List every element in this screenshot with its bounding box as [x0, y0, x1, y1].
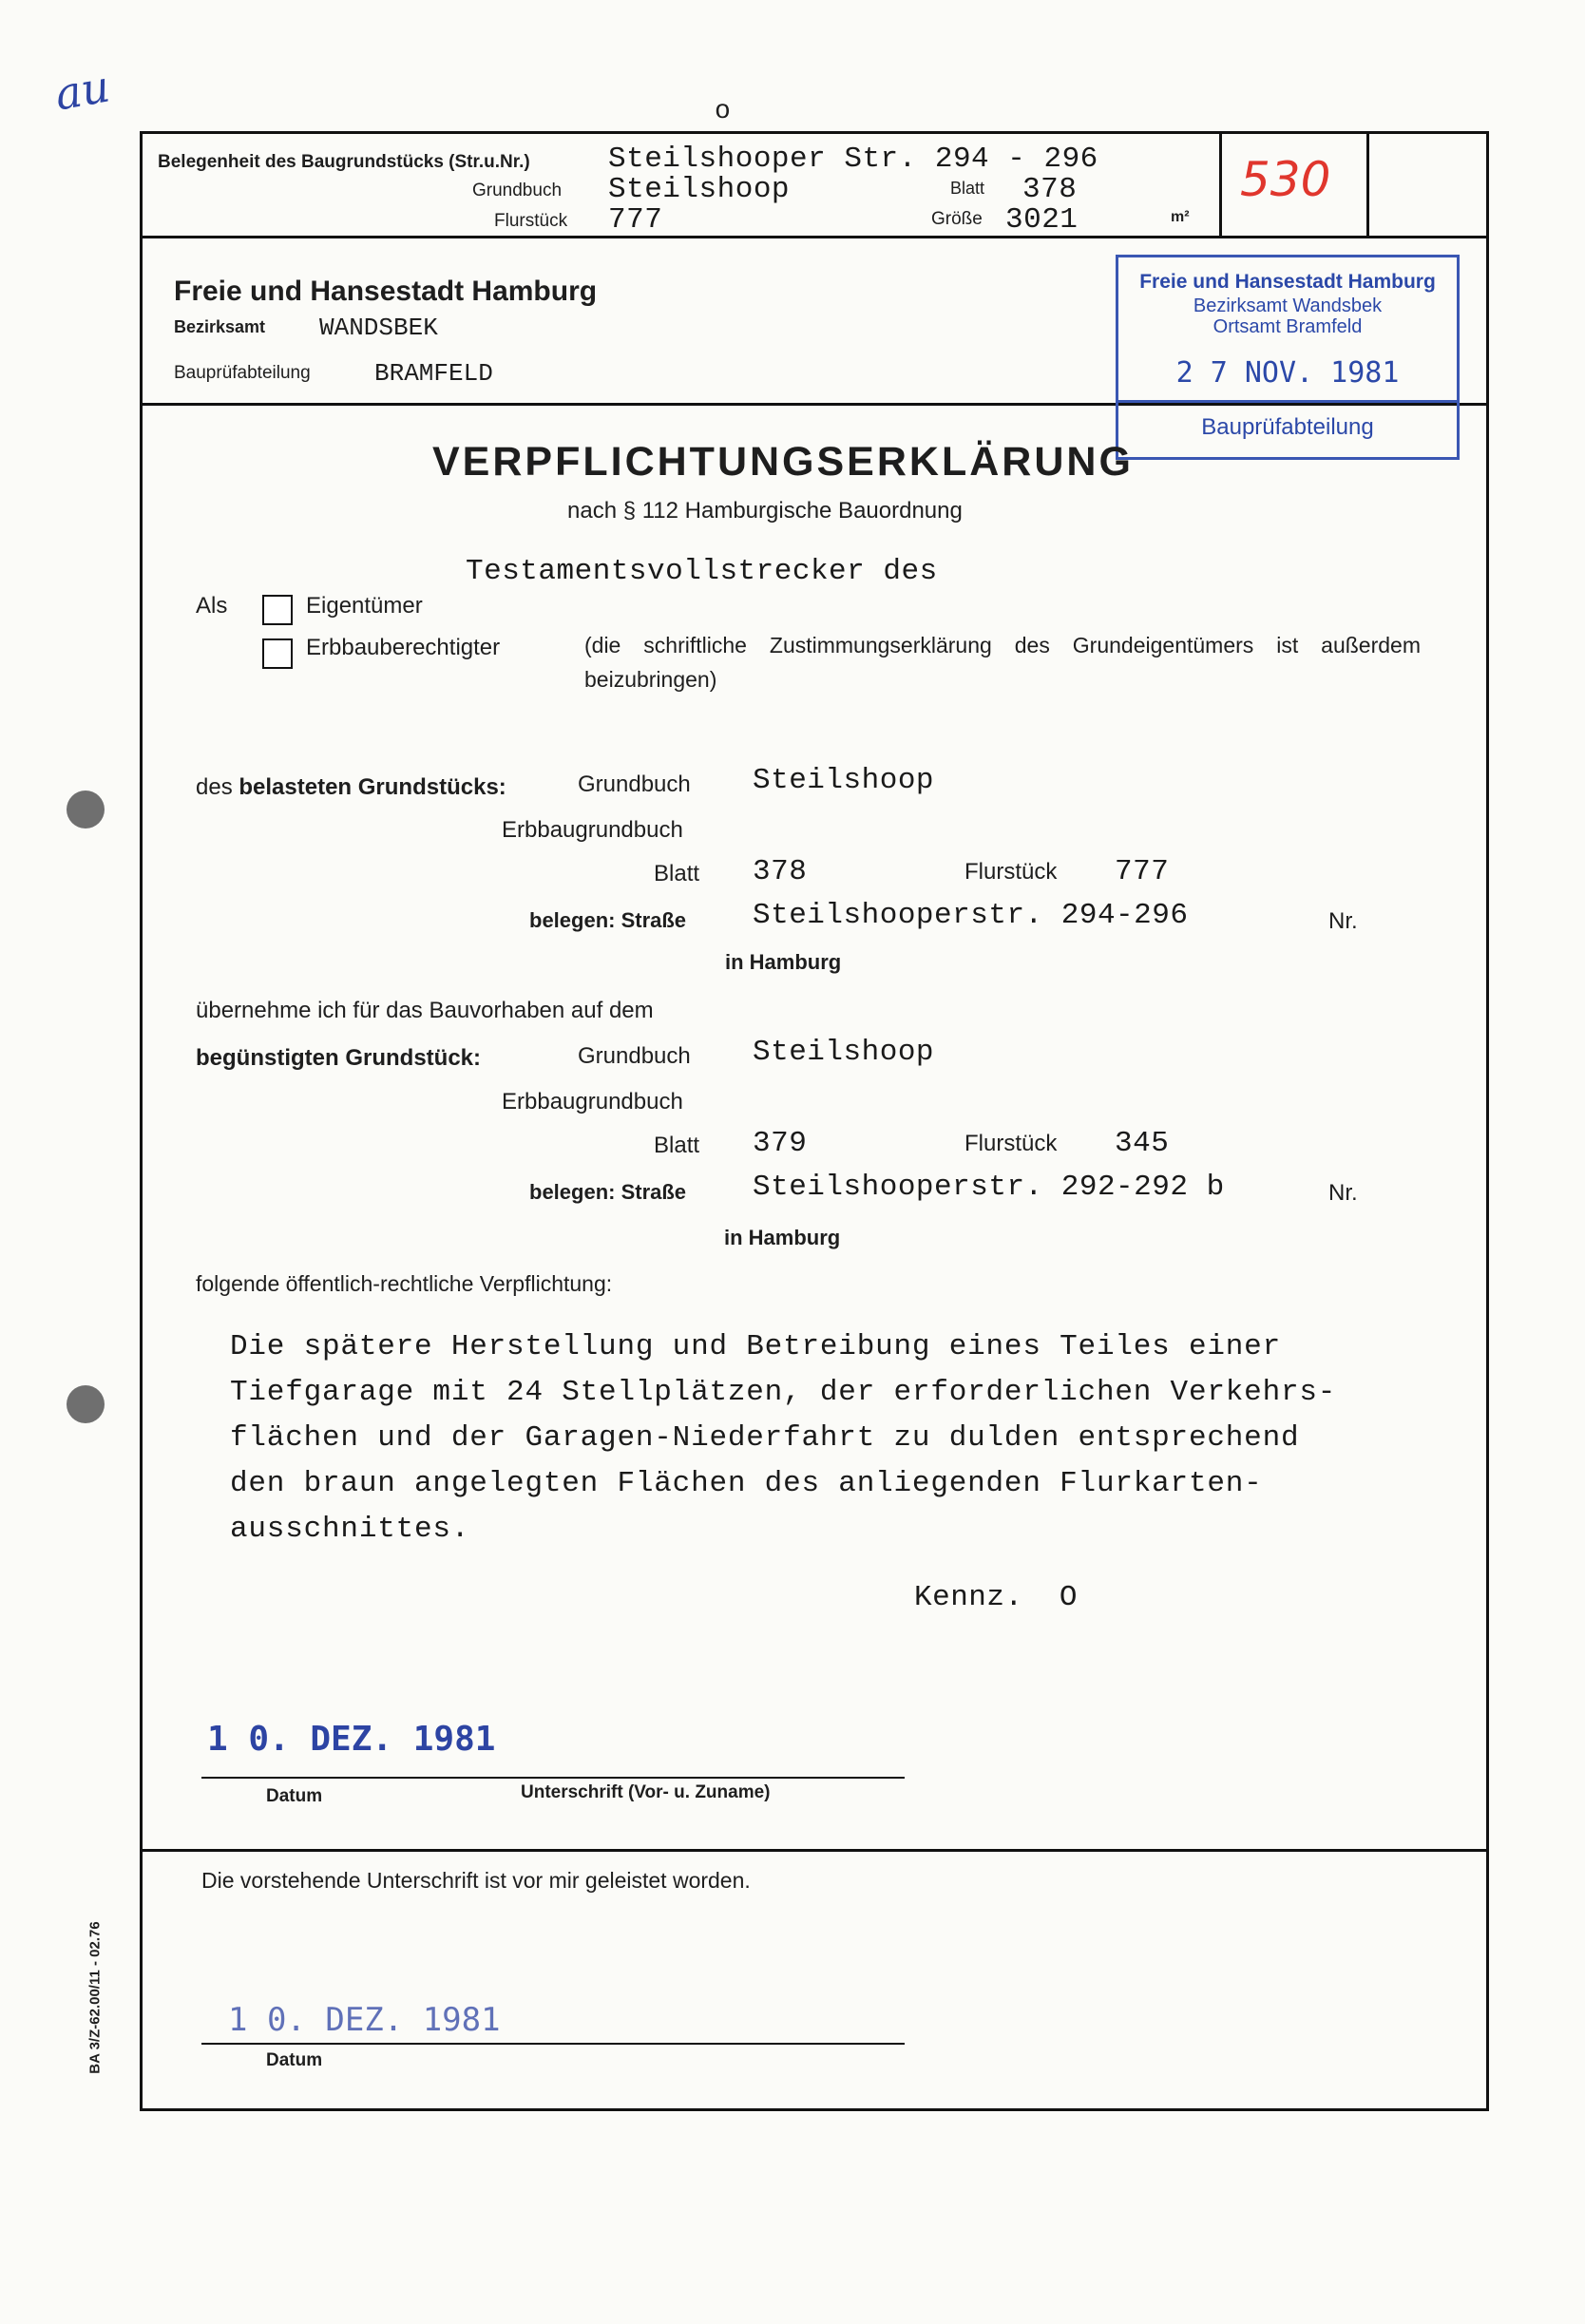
form-subtitle: nach § 112 Hamburgische Bauordnung: [567, 498, 963, 524]
stamp-date: 2 7 NOV. 1981: [1175, 356, 1400, 390]
abteilung-label: Bauprüfabteilung: [174, 363, 311, 383]
beguenstigt-grundbuch-label: Grundbuch: [578, 1043, 691, 1069]
typed-role: Testamentsvollstrecker des: [466, 555, 938, 588]
groesse-label: Größe: [931, 209, 983, 229]
obligation-line-1: Die spätere Herstellung und Betreibung eines Teiles einer: [230, 1330, 1281, 1363]
belastet-heading-prefix: des: [196, 774, 233, 800]
witness-signature-line: [201, 2043, 905, 2045]
beguenstigt-strasse-value: Steilshooperstr. 292-292 b: [753, 1171, 1225, 1204]
city-name: Freie und Hansestadt Hamburg: [174, 276, 598, 307]
signature-line: [201, 1777, 905, 1779]
top-mark: o: [715, 97, 731, 126]
grundbuch-label: Grundbuch: [472, 181, 563, 200]
witness-statement: Die vorstehende Unterschrift ist vor mir geleistet worden.: [201, 1868, 751, 1893]
unit-label: m²: [1171, 209, 1190, 225]
punch-hole-upper: [67, 791, 105, 829]
erbbauberechtigter-checkbox[interactable]: [262, 638, 293, 669]
eigentuemer-checkbox[interactable]: [262, 595, 293, 625]
consent-note: (die schriftliche Zustimmungserklärung des Grundeigentümers ist außerdem beizubringen): [584, 633, 1421, 692]
bezirksamt-value: WANDSBEK: [319, 314, 438, 342]
belastet-heading-bold: belasteten Grundstücks:: [239, 774, 506, 800]
belastet-erbbau-label: Erbbaugrundbuch: [502, 817, 683, 843]
flurstueck-value: 777: [608, 203, 663, 237]
header-divider-1: [1219, 131, 1222, 236]
form-title: VERPFLICHTUNGSERKLÄRUNG: [432, 439, 1134, 485]
stamp-divider: [1118, 400, 1457, 403]
corner-handwritten-mark: au: [50, 60, 114, 121]
beguenstigt-erbbau-label: Erbbaugrundbuch: [502, 1089, 683, 1114]
obligation-text: [230, 1324, 1427, 1553]
beguenstigt-ort: in Hamburg: [724, 1226, 841, 1249]
witness-top-line: [140, 1849, 1486, 1852]
eigentuemer-label: Eigentümer: [306, 593, 423, 619]
kennz-label: Kennz. O: [914, 1581, 1078, 1614]
bezirksamt-label: Bezirksamt: [174, 317, 266, 336]
signature-datum-label: Datum: [266, 1786, 323, 1806]
groesse-value: 3021: [1005, 203, 1079, 237]
belastet-strasse-label: belegen: Straße: [529, 908, 687, 932]
punch-hole-lower: [67, 1385, 105, 1423]
form-code: BA 3/Z-62.00/11 - 02.76: [86, 1921, 104, 2074]
beguenstigt-strasse-label: belegen: Straße: [529, 1180, 687, 1204]
beguenstigt-nr-label: Nr.: [1328, 1180, 1358, 1206]
grundbuch-value: Steilshoop: [608, 173, 791, 206]
witness-date-stamp: 1 0. DEZ. 1981: [228, 2001, 501, 2039]
location-label: Belegenheit des Baugrundstücks (Str.u.Nr.): [158, 152, 530, 172]
received-stamp: [1116, 255, 1460, 460]
belastet-flurstueck-label: Flurstück: [964, 859, 1058, 885]
obligation-line-4: den braun angelegten Flächen des anliegenden Flurkarten-: [230, 1467, 1263, 1500]
belastet-flurstueck-value: 777: [1115, 855, 1170, 888]
witness-datum-label: Datum: [266, 2050, 323, 2070]
belastet-heading: [196, 774, 506, 801]
blatt-value: 378: [1022, 173, 1078, 206]
header-bottom-line: [140, 236, 1486, 238]
signature-label: Unterschrift (Vor- u. Zuname): [521, 1782, 771, 1802]
beguenstigt-flurstueck-value: 345: [1115, 1127, 1170, 1160]
beguenstigt-blatt-value: 379: [753, 1127, 808, 1160]
belastet-nr-label: Nr.: [1328, 908, 1358, 934]
beguenstigt-blatt-label: Blatt: [654, 1133, 700, 1158]
belastet-ort: in Hamburg: [725, 950, 842, 974]
belastet-blatt-value: 378: [753, 855, 808, 888]
belastet-strasse-value: Steilshooperstr. 294-296: [753, 899, 1189, 932]
stamp-line2: Bezirksamt Wandsbek: [1193, 295, 1383, 316]
belastet-grundbuch-value: Steilshoop: [753, 764, 935, 797]
transition-text: übernehme ich für das Bauvorhaben auf dem: [196, 998, 654, 1023]
obligation-line-3: flächen und der Garagen-Niederfahrt zu dulden entsprechend: [230, 1421, 1300, 1455]
als-label: Als: [196, 593, 228, 619]
file-number: 530: [1240, 152, 1331, 207]
flurstueck-label: Flurstück: [494, 211, 568, 231]
obligation-intro: folgende öffentlich-rechtliche Verpflichtung:: [196, 1271, 613, 1296]
beguenstigt-grundbuch-value: Steilshoop: [753, 1036, 935, 1069]
signature-date-stamp: 1 0. DEZ. 1981: [207, 1720, 496, 1759]
beguenstigt-flurstueck-label: Flurstück: [964, 1131, 1058, 1156]
stamp-line3: Ortsamt Bramfeld: [1213, 316, 1363, 337]
obligation-line-2: Tiefgarage mit 24 Stellplätzen, der erforderlichen Verkehrs-: [230, 1376, 1337, 1409]
abteilung-value: BRAMFELD: [374, 359, 493, 388]
blatt-label: Blatt: [950, 179, 985, 198]
stamp-footer: Bauprüfabteilung: [1201, 414, 1374, 440]
beguenstigt-heading: begünstigten Grundstück:: [196, 1045, 481, 1071]
belastet-blatt-label: Blatt: [654, 861, 700, 886]
obligation-line-5: ausschnittes.: [230, 1513, 470, 1546]
belastet-grundbuch-label: Grundbuch: [578, 771, 691, 797]
erbbauberechtigter-label: Erbbauberechtigter: [306, 635, 501, 660]
location-value: Steilshooper Str. 294 - 296: [608, 143, 1098, 176]
stamp-line1: Freie und Hansestadt Hamburg: [1139, 271, 1436, 293]
header-divider-2: [1366, 131, 1369, 236]
